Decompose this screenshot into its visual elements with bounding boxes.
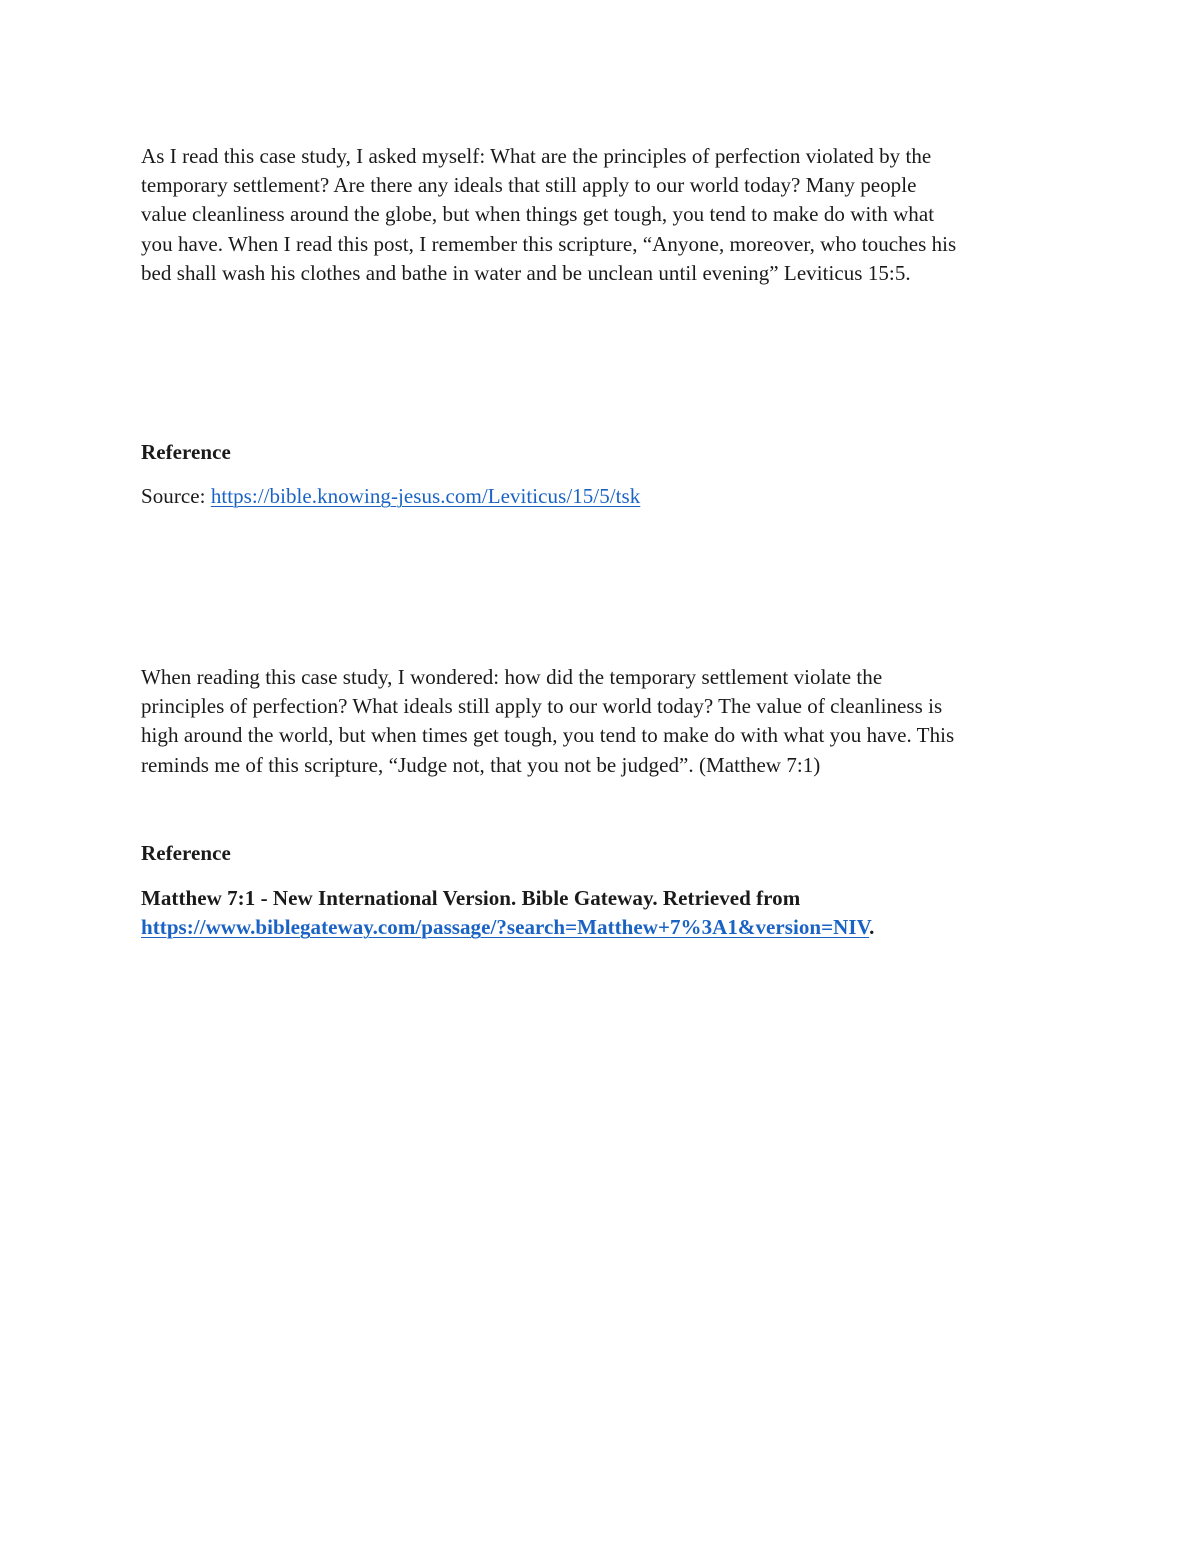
paragraph-line: bed shall wash his clothes and bathe in water and be unclean until evening” Leviticus 15:5. <box>141 260 911 285</box>
paragraph-line: temporary settlement? Are there any ideals that still apply to our world today? Many people <box>141 173 917 198</box>
source-link[interactable]: https://bible.knowing-jesus.com/Leviticus/15/5/tsk <box>210 484 641 508</box>
paragraph-line: As I read this case study, I asked myself: What are the principles of perfection violated by the <box>141 144 932 168</box>
paragraph-line: value cleanliness around the globe, but when things get tough, you tend to make do with what <box>141 202 935 227</box>
reference-heading-2: Reference <box>141 841 231 865</box>
source-label: Source: <box>141 484 211 508</box>
citation-text: Matthew 7:1 - New International Version. Bible Gateway. Retrieved from <box>141 886 801 910</box>
citation-link[interactable]: https://www.biblegateway.com/passage/?search=Matthew+7%3A1&version=NIV <box>141 915 870 940</box>
citation-period: . <box>869 915 875 940</box>
reference-citation <box>141 884 1071 942</box>
paragraph-line: you have. When I read this post, I remember this scripture, “Anyone, moreover, who touches his <box>141 231 957 256</box>
paragraph-line: high around the world, but when times get tough, you tend to make do with what you have. This <box>141 723 955 748</box>
citation-url-line <box>141 913 1071 942</box>
paragraph-line: reminds me of this scripture, “Judge not, that you not be judged”. (Matthew 7:1) <box>141 752 821 777</box>
reference-heading-1: Reference <box>141 440 231 464</box>
paragraph-line: When reading this case study, I wondered: how did the temporary settlement violate the <box>141 665 883 689</box>
body-paragraph-2 <box>141 663 1071 780</box>
body-paragraph-1 <box>141 142 1071 288</box>
reference-source-line <box>141 482 1071 511</box>
paragraph-line: principles of perfection? What ideals still apply to our world today? The value of cleanliness is <box>141 694 943 719</box>
